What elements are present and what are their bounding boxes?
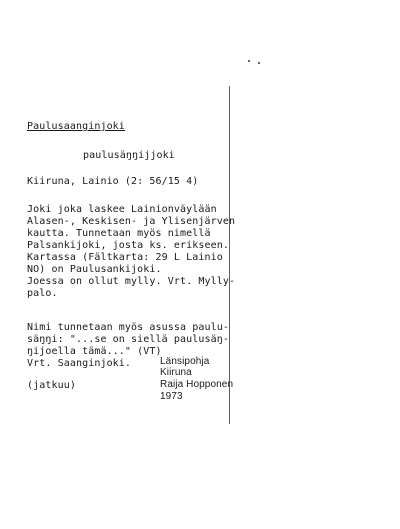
body-line: Vrt. Saanginjoki.	[27, 358, 132, 369]
body-line: kautta. Tunnetaan myös nimellä	[27, 228, 211, 239]
town-label: Kiiruna	[160, 367, 192, 378]
body-line: säŋŋi: "...se on siellä paulusäŋ-	[27, 334, 229, 345]
phonetic-form: paulusäŋŋijjoki	[83, 150, 175, 161]
body-line: Nimi tunnetaan myös asussa paulu-	[27, 322, 229, 333]
body-line: Palsankijoki, josta ks. erikseen.	[27, 240, 229, 251]
scan-speck	[248, 60, 250, 62]
body-line: NO) on Paulusankijoki.	[27, 264, 162, 275]
card-margin-line	[229, 86, 230, 424]
collector-name: Raija Hopponen	[160, 379, 234, 390]
body-line: Kartassa (Fältkarta: 29 L Lainio	[27, 252, 223, 263]
body-line: Joki joka laskee Lainionväylään	[27, 204, 217, 215]
continuation-note: (jatkuu)	[27, 380, 76, 391]
region-label: Länsipohja	[160, 356, 210, 367]
body-line: Joessa on ollut mylly. Vrt. Mylly-	[27, 276, 236, 287]
year-label: 1973	[160, 391, 183, 402]
body-line: ŋijoella tämä..." (VT)	[27, 346, 162, 357]
body-line: palo.	[27, 288, 58, 299]
location-line: Kiiruna, Lainio (2: 56/15 4)	[27, 176, 199, 187]
body-line: Alasen-, Keskisen- ja Ylisenjärven	[27, 216, 236, 227]
card-title: Paulusaanginjoki	[27, 121, 125, 132]
scan-speck	[258, 62, 260, 64]
